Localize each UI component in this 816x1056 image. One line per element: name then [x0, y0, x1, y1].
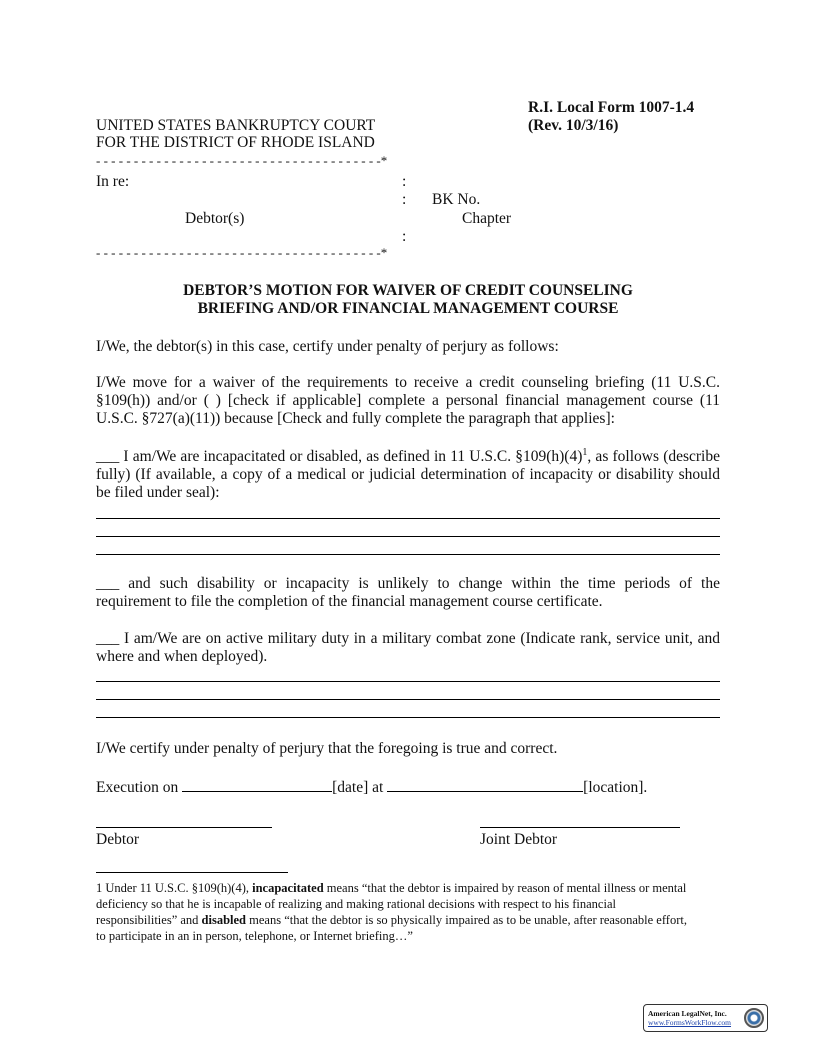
execution-on-label: Execution on	[96, 779, 179, 796]
date-label: [date] at	[332, 779, 384, 796]
motion-title-line2: BRIEFING AND/OR FINANCIAL MANAGEMENT COURSE	[197, 300, 619, 317]
debtor-signature-label: Debtor	[96, 831, 140, 848]
bk-no-label: BK No.	[432, 191, 481, 208]
military-paragraph: ___ I am/We are on active military duty in a military combat zone (Indicate rank, service unit, and where and when deployed).	[96, 630, 720, 665]
footnote-separator	[96, 872, 288, 873]
form-number: R.I. Local Form 1007-1.4	[528, 99, 695, 116]
unlikely-change-paragraph: ___ and such disability or incapacity is unlikely to change within the time periods of the requirement to file the completion of the financial management course certificate.	[96, 575, 720, 610]
description-line[interactable]	[96, 536, 720, 537]
footnote-text: means “that the debtor is so physically impaired as to be unable, after reasonable effort, to participate in an in person, telephone, or Internet briefing…”	[96, 913, 687, 943]
footnote-term-incapacitated: incapacitated	[252, 881, 324, 895]
caption-colon: :	[402, 191, 407, 208]
caption-dash-line-bottom: - - - - - - - - - - - - - - - - - - - - - - - - - - - - - - - - - - - - - -*	[96, 245, 388, 260]
incapacitated-text-cont: , as follows (describe fully) (If available, a copy of a medical or judicial determination of incapacity or disability should be filed under seal):	[96, 448, 720, 501]
military-detail-line[interactable]	[96, 717, 720, 718]
court-name: UNITED STATES BANKRUPTCY COURT	[96, 117, 376, 134]
description-line[interactable]	[96, 518, 720, 519]
military-detail-line[interactable]	[96, 681, 720, 682]
certify-intro: I/We, the debtor(s) in this case, certify under penalty of perjury as follows:	[96, 338, 559, 355]
american-legalnet-badge[interactable]	[643, 1004, 768, 1032]
caption-colon: :	[402, 173, 407, 190]
joint-debtor-signature-label: Joint Debtor	[480, 831, 558, 848]
incapacitated-paragraph	[96, 448, 720, 502]
location-label: [location].	[583, 779, 648, 796]
move-paragraph: I/We move for a waiver of the requirements to receive a credit counseling briefing (11 U.S.C. §109(h)) and/or ( ) [check if applicable] complete a personal financial management course (11 U.S.C. §727(a)(11)) because [Check and fully complete the paragraph that applies]:	[96, 374, 720, 427]
certify-true-statement: I/We certify under penalty of perjury that the foregoing is true and correct.	[96, 740, 558, 757]
chapter-label: Chapter	[462, 210, 512, 227]
footnote	[96, 880, 696, 944]
form-revision: (Rev. 10/3/16)	[528, 117, 619, 134]
caption-dash-line-top: - - - - - - - - - - - - - - - - - - - - - - - - - - - - - - - - - - - - - -*	[96, 153, 388, 168]
court-district: FOR THE DISTRICT OF RHODE ISLAND	[96, 134, 375, 151]
caption-colon: :	[402, 228, 407, 245]
motion-title-line1: DEBTOR’S MOTION FOR WAIVER OF CREDIT COUNSELING	[183, 282, 633, 299]
badge-url[interactable]: www.FormsWorkFlow.com	[648, 1018, 732, 1027]
description-line[interactable]	[96, 554, 720, 555]
debtors-label: Debtor(s)	[185, 210, 245, 227]
military-detail-line[interactable]	[96, 699, 720, 700]
footnote-text: Under 11 U.S.C. §109(h)(4),	[102, 881, 253, 895]
badge-company: American LegalNet, Inc.	[648, 1009, 727, 1018]
incapacitated-text: ___ I am/We are incapacitated or disabled, as defined in 11 U.S.C. §109(h)(4)	[96, 448, 583, 465]
footnote-term-disabled: disabled	[201, 913, 247, 927]
joint-debtor-signature-line[interactable]	[480, 827, 680, 828]
footnote-ref: 1	[582, 446, 588, 458]
footnote-marker: 1	[96, 881, 103, 895]
globe-logo-icon	[744, 1008, 764, 1028]
debtor-signature-line[interactable]	[96, 827, 272, 828]
in-re-label: In re:	[96, 173, 130, 190]
footnote-text: means “that the debtor is impaired by reason of mental illness or mental deficiency so that he is incapable of realizing and making rational decisions with respect to his financial responsibilities” and	[96, 881, 687, 927]
execution-line	[96, 777, 647, 797]
date-field[interactable]	[182, 777, 332, 792]
location-field[interactable]	[387, 777, 583, 792]
